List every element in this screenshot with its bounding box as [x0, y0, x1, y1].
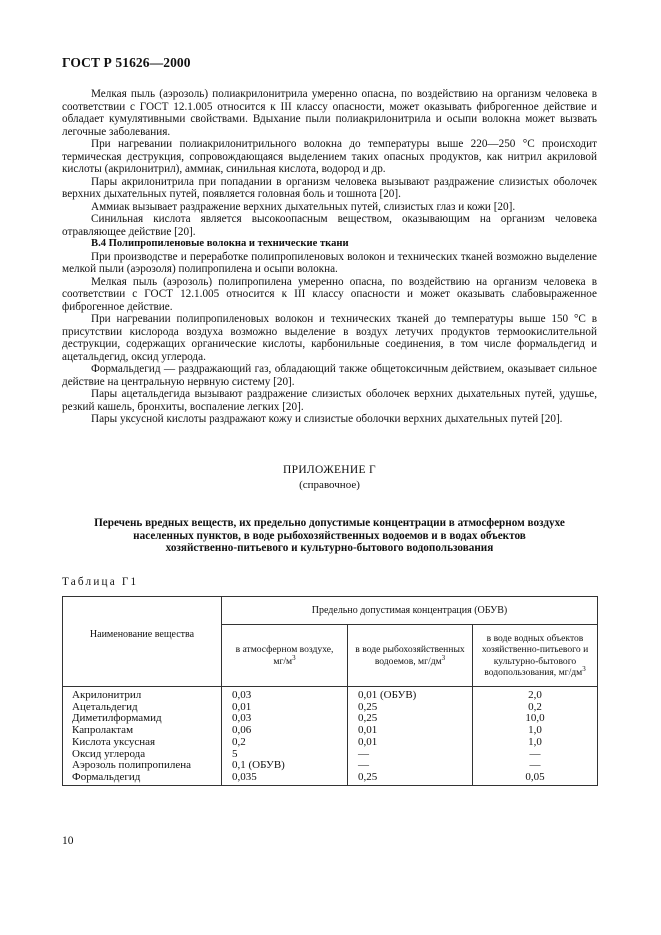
cell-air: 0,06	[222, 725, 348, 737]
paragraph: Аммиак вызывает раздражение верхних дыхательных путей, слизистых глаз и кожи [20].	[91, 200, 516, 213]
cell-fish: —	[348, 760, 473, 772]
superscript: 3	[292, 653, 296, 662]
paragraph: Пары уксусной кислоты раздражают кожу и слизистые оболочки верхних дыхательных путей [20].	[91, 413, 563, 425]
cell-fish: 0,25	[348, 772, 473, 785]
paragraph: Мелкая пыль (аэрозоль) полиакрилонитрила умеренно опасна, по воздействию на организм человека в соответствии с ГОСТ 12.1.005 относится к III классу опасности, может оказывать фиброгенное действие и обладает кумулятивными свойствами. Вдыхание пыли полиакрилонитрила и осыпи волокна может вызвать легочные заболевания.	[62, 88, 597, 138]
paragraph: Пары акрилонитрила при попадании в организм человека вызывают раздражение слизистых оболочек верхних дыхательных путей, появляется головная боль и тошнота [20].	[62, 175, 597, 200]
cell-air: 0,2	[222, 737, 348, 749]
header-air-label: в атмосферном воздухе,	[235, 644, 334, 655]
cell-name: Аэрозоль полипропилена	[63, 760, 222, 772]
cell-name: Оксид углерода	[63, 749, 222, 761]
cell-drink: 2,0	[473, 687, 598, 702]
paragraph: Синильная кислота является высокоопасным веществом, оказывающим на организм человека отравляющее действие [20].	[62, 213, 597, 238]
cell-fish: 0,01	[348, 737, 473, 749]
paragraph: При нагревании полипропиленовых волокон и технических тканей до температуры выше 150 °С в присутствии кислорода воздуха возможно выделение в воздух летучих продуктов термоокислительной деструкции, содержащих органические кислоты, карбонильные соединения, в том числе формальдегид и ацетальдегид, оксид углерода.	[62, 313, 597, 363]
header-air	[222, 625, 348, 687]
substances-table	[62, 596, 598, 786]
header-max-concentration: Предельно допустимая концентрация (ОБУВ)	[222, 597, 598, 625]
cell-fish: 0,25	[348, 713, 473, 725]
appendix-heading-line: Перечень вредных веществ, их предельно допустимые концентрации в атмосферном воздухе	[94, 517, 565, 529]
cell-drink: 0,05	[473, 772, 598, 785]
header-air-unit: мг/м	[273, 655, 293, 667]
cell-name: Кислота уксусная	[63, 737, 222, 749]
header-fish-label: в воде рыбохозяйственных водоемов, мг/дм	[355, 644, 465, 667]
cell-drink: —	[473, 760, 598, 772]
header-drink-label: в воде водных объектов хозяйственно-питьевого и культурно-бытового водопользования, мг/дм	[481, 632, 589, 678]
cell-fish: 0,01	[348, 725, 473, 737]
cell-air: 0,1 (ОБУВ)	[222, 760, 348, 772]
page-number: 10	[62, 835, 74, 847]
cell-drink: 1,0	[473, 725, 598, 737]
header-fish-water	[348, 625, 473, 687]
header-drinking-water	[473, 625, 598, 687]
subsection-title: В.4 Полипропиленовые волокна и технические ткани	[91, 238, 349, 249]
paragraph: При производстве и переработке полипропиленовых волокон и технических тканей возможно выделение мелкой пыли (аэрозоля) полипропилена и осыпи волокна.	[62, 250, 597, 275]
cell-drink: 0,2	[473, 702, 598, 714]
paragraph: Мелкая пыль (аэрозоль) полипропилена умеренно опасна, по воздействию на организм человека в соответствии с ГОСТ 12.1.005 относится к III классу опасности и может оказывать слабовыраженное фиброгенное действие.	[62, 275, 597, 313]
cell-air: 0,03	[222, 713, 348, 725]
cell-drink: —	[473, 749, 598, 761]
cell-name: Формальдегид	[63, 772, 222, 785]
body-text	[62, 88, 597, 426]
cell-name: Ацетальдегид	[63, 702, 222, 714]
superscript: 3	[582, 665, 586, 673]
table-row	[63, 760, 598, 772]
cell-fish: —	[348, 749, 473, 761]
paragraph: Пары ацетальдегида вызывают раздражение слизистых оболочек верхних дыхательных путей, удушье, резкий кашель, бронхиты, воспаление легких [20].	[62, 388, 597, 413]
table-caption: Таблица Г1	[62, 576, 139, 588]
appendix-title: ПРИЛОЖЕНИЕ Г	[283, 464, 376, 476]
cell-name: Акрилонитрил	[63, 687, 222, 702]
appendix-heading	[62, 517, 597, 555]
superscript: 3	[441, 653, 446, 662]
appendix-heading-line: хозяйственно-питьевого и культурно-бытового водопользования	[165, 542, 494, 554]
cell-air: 0,01	[222, 702, 348, 714]
cell-drink: 10,0	[473, 713, 598, 725]
cell-air: 0,035	[222, 772, 348, 785]
cell-fish: 0,25	[348, 702, 473, 714]
cell-drink: 1,0	[473, 737, 598, 749]
header-substance-name: Наименование вещества	[63, 597, 222, 687]
cell-name: Капролактам	[63, 725, 222, 737]
table-row	[63, 687, 598, 702]
cell-air: 0,03	[222, 687, 348, 702]
appendix-subtitle: (справочное)	[299, 479, 360, 491]
appendix-heading-line: населенных пунктов, в воде рыбохозяйственных водоемов и в водах объектов	[133, 529, 526, 542]
paragraph: Формальдегид — раздражающий газ, обладающий также общетоксичным действием, оказывает сильное действие на центральную нервную систему [20].	[62, 363, 597, 388]
cell-fish: 0,01 (ОБУВ)	[348, 687, 473, 702]
cell-air: 5	[222, 749, 348, 761]
standard-id-header: ГОСТ Р 51626—2000	[62, 55, 191, 70]
cell-name: Диметилформамид	[63, 713, 222, 725]
table-row	[63, 772, 598, 785]
table-row	[63, 713, 598, 725]
table-row	[63, 737, 598, 749]
paragraph: При нагревании полиакрилонитрильного волокна до температуры выше 220—250 °С происходит термическая деструкция, сопровождающаяся выделением таких опасных продуктов, как нитрил акриловой кислоты (акрилонитрил), аммиак, синильная кислота, водород и др.	[62, 138, 597, 175]
